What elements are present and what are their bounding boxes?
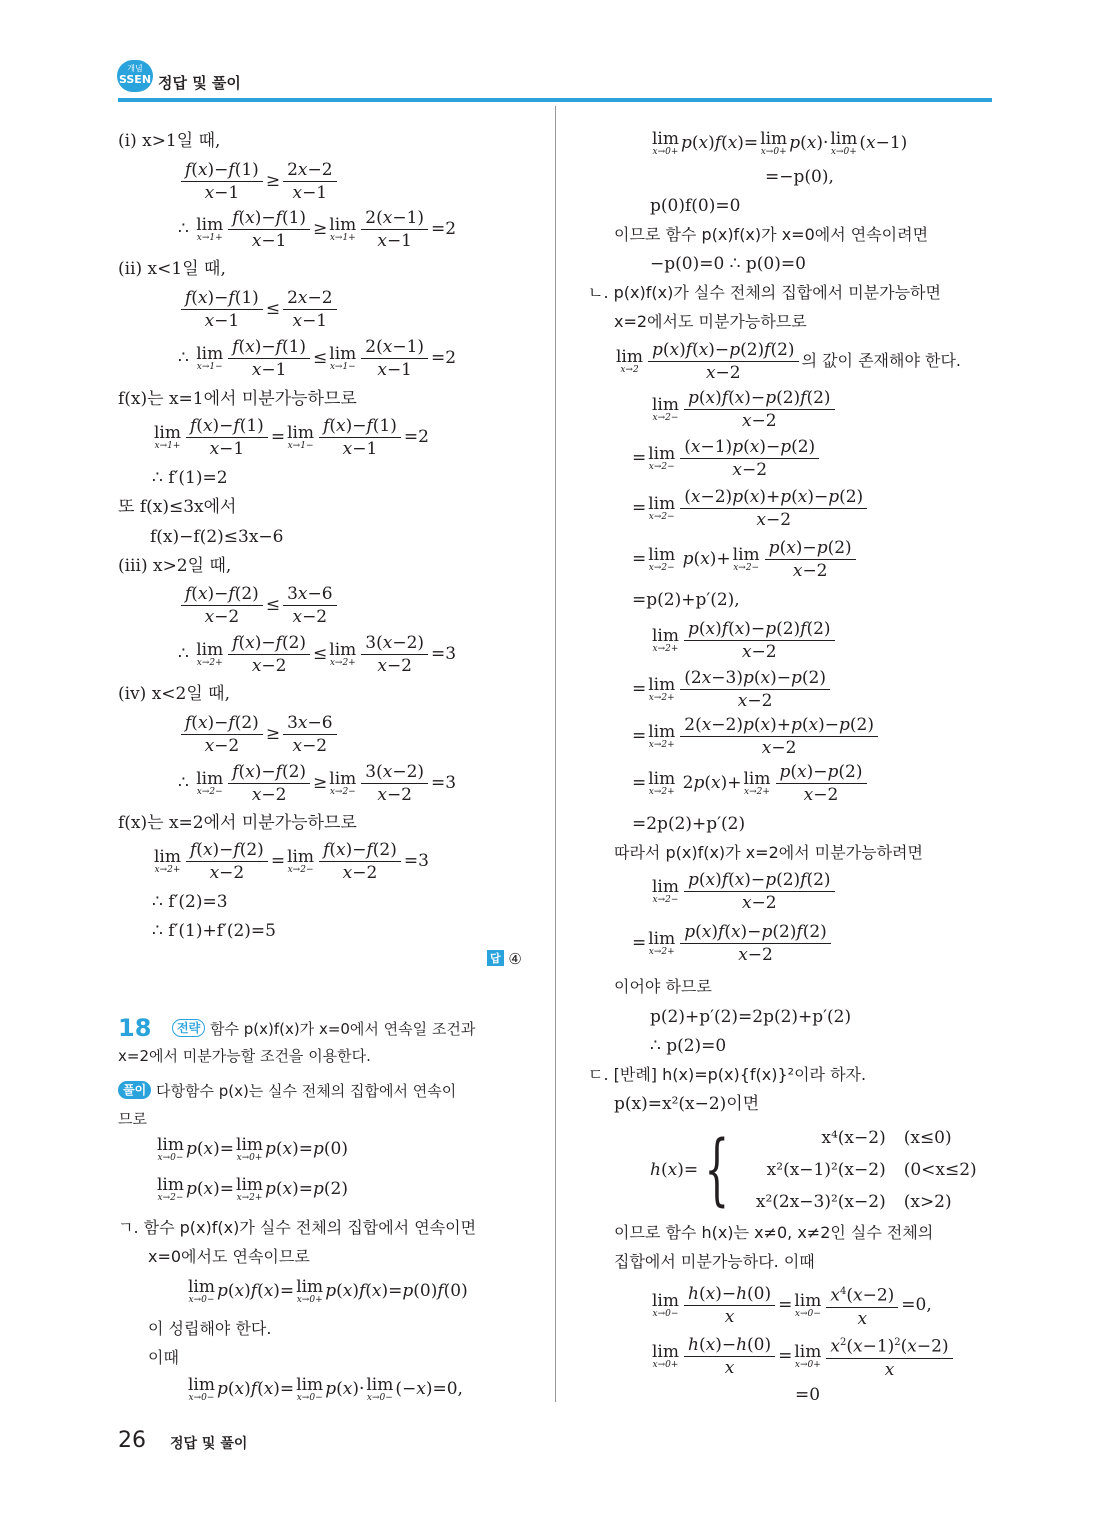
case-1-heading: (ⅰ) x>1일 때, <box>118 131 221 151</box>
page-number: 26 <box>118 1428 146 1453</box>
item-giyeok-2: x=0에서도 연속이므로 <box>148 1247 310 1266</box>
equation-1: p(2)+p′(2)=2p(2)+p′(2) <box>650 1007 852 1027</box>
strategy-line-1: 전략 함수 p(x)f(x)가 x=0에서 연속일 조건과 <box>172 1018 475 1040</box>
right-derivative-2: = lim x→2+ $\frac{(2x-3)p(x)-p(2)}{x-2}$ <box>632 668 833 711</box>
item-nieun: ㄴ. p(x)f(x)가 실수 전체의 집합에서 미분가능하면 <box>588 283 941 302</box>
limit-equal-1: lim x→1+ $\frac{f(x)-f(1)}{x-1}$ = lim x→1− $\frac{f(x)-f(1)}{x-1}$ =2 <box>154 416 429 459</box>
h-right-derivative-result: =0 <box>795 1385 821 1405</box>
product-at-0: p(0)f(0)=0 <box>650 196 741 216</box>
case-2-heading: (ⅱ) x<1일 때, <box>118 259 226 279</box>
then-label: 이때 <box>148 1348 179 1367</box>
left-limit-0: lim x→0− p(x)f(x)= lim x→0− p(x)· lim x→0− (−x)=0, <box>188 1375 463 1403</box>
case-3-heading: (ⅲ) x>2일 때, <box>118 556 232 576</box>
right-limit-0: lim x→0+ p(x)f(x)= lim x→0+ p(x)· lim x→0+ (x−1) <box>652 129 908 157</box>
conclusion-1: 이므로 함수 h(x)는 x≠0, x≠2인 실수 전체의 <box>614 1223 934 1242</box>
h-right-derivative: lim x→0+ $\frac{h(x)-h(0)}{x}$ = lim x→0+ $\frac{x^2(x-1)^2(x-2)}{x}$ <box>650 1333 956 1380</box>
continuity-condition: 이므로 함수 p(x)f(x)가 x=0에서 연속이려면 <box>614 225 929 244</box>
f-prime-1: ∴ f′(1)=2 <box>152 468 228 488</box>
brand-logo: 개념 SSEN <box>117 60 153 92</box>
item-digeut: ㄷ. [반례] h(x)=p(x){f(x)}²이라 하자. <box>588 1065 867 1084</box>
limit-case-1: ∴ lim x→1+ $\frac{f(x)-f(1)}{x-1}$ ≥ lim x→1+ $\frac{2(x-1)}{x-1}$ =2 <box>178 208 457 251</box>
continuity-at-0: lim x→0− p(x)= lim x→0+ p(x)=p(0) <box>157 1135 349 1163</box>
derivative-limit-existence: lim x→2 $\frac{p(x)f(x)-p(2)f(2)}{x-2}$ 의 값이 존재해야 한다. <box>616 340 962 383</box>
continuity-product: lim x→0− p(x)f(x)= lim x→0+ p(x)f(x)=p(0)f(0) <box>188 1277 468 1305</box>
condition-right: = lim x→2+ $\frac{p(x)f(x)-p(2)f(2)}{x-2}$ <box>632 922 834 965</box>
conclusion-2: 집합에서 미분가능하다. 이때 <box>614 1252 815 1271</box>
left-derivative-2: = lim x→2− $\frac{(x-1)p(x)-p(2)}{x-2}$ <box>632 437 822 480</box>
diff-at-2: f(x)는 x=2에서 미분가능하므로 <box>118 813 357 833</box>
right-derivative-4: = lim x→2+ 2p(x)+ lim x→2+ $\frac{p(x)-p(2)}{x-2}$ <box>632 762 870 805</box>
limit-case-2: ∴ lim x→1− $\frac{f(x)-f(1)}{x-1}$ ≤ lim x→1− $\frac{2(x-1)}{x-1}$ =2 <box>178 337 457 380</box>
problem-number: 18 <box>118 1014 152 1042</box>
right-derivative-1: lim x→2+ $\frac{p(x)f(x)-p(2)f(2)}{x-2}$ <box>650 619 838 662</box>
must-hold: 이 성립해야 한다. <box>148 1319 272 1338</box>
right-derivative-result: =2p(2)+p′(2) <box>632 814 746 834</box>
left-derivative-4: = lim x→2− p(x)+ lim x→2− $\frac{p(x)-p(2)}{x-2}$ <box>632 538 859 581</box>
item-giyeok: ㄱ. 함수 p(x)f(x)가 실수 전체의 집합에서 연속이면 <box>118 1218 477 1237</box>
solution-line-2: 므로 <box>118 1110 147 1128</box>
left-derivative-1: lim x→2− $\frac{p(x)f(x)-p(2)f(2)}{x-2}$ <box>650 388 838 431</box>
must-be-line: 이어야 하므로 <box>614 977 712 996</box>
therefore-line: 따라서 p(x)f(x)가 x=2에서 미분가능하려면 <box>614 843 923 862</box>
ineq-case-4: $\frac{f(x)-f(2)}{x-2}$ ≥ $\frac{3x-6}{x-2}$ <box>178 713 340 756</box>
condition-left: lim x→2− $\frac{p(x)f(x)-p(2)f(2)}{x-2}$ <box>650 870 838 913</box>
limit-equal-2: lim x→2+ $\frac{f(x)-f(2)}{x-2}$ = lim x→2− $\frac{f(x)-f(2)}{x-2}$ =3 <box>154 840 429 883</box>
f-prime-sum: ∴ f′(1)+f′(2)=5 <box>152 921 276 941</box>
left-derivative-result: =p(2)+p′(2), <box>632 590 740 610</box>
left-derivative-3: = lim x→2− $\frac{(x-2)p(x)+p(x)-p(2)}{x-2}$ <box>632 487 870 530</box>
continuity-at-2: lim x→2− p(x)= lim x→2+ p(x)=p(2) <box>157 1175 349 1203</box>
ineq-case-1: $\frac{f(x)-f(1)}{x-1}$ ≥ $\frac{2x-2}{x-1}$ <box>178 160 340 203</box>
ineq-case-2: $\frac{f(x)-f(1)}{x-1}$ ≤ $\frac{2x-2}{x-1}$ <box>178 288 340 331</box>
answer-badge: 답 ④ <box>487 950 522 968</box>
right-limit-0-result: =−p(0), <box>765 167 834 187</box>
item-nieun-2: x=2에서도 미분가능하므로 <box>614 312 807 331</box>
h-left-derivative: lim x→0− $\frac{h(x)-h(0)}{x}$ = lim x→0− $\frac{x^4(x-2)}{x}$ =0, <box>652 1283 932 1329</box>
case-4-heading: (ⅳ) x<2일 때, <box>118 684 231 704</box>
footer-label: 정답 및 풀이 <box>170 1436 248 1452</box>
right-derivative-3: = lim x→2+ $\frac{2(x-2)p(x)+p(x)-p(2)}{x-2}$ <box>632 715 881 758</box>
p0-zero: −p(0)=0 ∴ p(0)=0 <box>650 254 806 274</box>
equation-2: ∴ p(2)=0 <box>650 1036 727 1056</box>
diff-at-1: f(x)는 x=1에서 미분가능하므로 <box>118 389 357 409</box>
limit-case-3: ∴ lim x→2+ $\frac{f(x)-f(2)}{x-2}$ ≤ lim x→2+ $\frac{3(x-2)}{x-2}$ =3 <box>178 633 457 676</box>
f-prime-2: ∴ f′(2)=3 <box>152 892 228 912</box>
piecewise-h: h(x)={ x⁴(x−2) x²(x−1)²(x−2) x²(2x−3)²(x−2)(x≤0) (0<x≤2) (x>2) <box>650 1125 977 1215</box>
also-line: 또 f(x)≤3x에서 <box>118 497 237 517</box>
limit-case-4: ∴ lim x→2− $\frac{f(x)-f(2)}{x-2}$ ≥ lim x→2− $\frac{3(x-2)}{x-2}$ =3 <box>178 762 457 805</box>
header-title: 정답 및 풀이 <box>158 74 241 92</box>
header-rule <box>118 98 992 102</box>
item-digeut-2: p(x)=x²(x−2)이면 <box>614 1094 760 1114</box>
ineq-case-3: $\frac{f(x)-f(2)}{x-2}$ ≤ $\frac{3x-6}{x-2}$ <box>178 584 340 627</box>
ineq-line-2: f(x)−f(2)≤3x−6 <box>150 527 284 547</box>
strategy-line-2: x=2에서 미분가능할 조건을 이용한다. <box>118 1047 371 1065</box>
column-divider <box>555 106 556 1402</box>
solution-line-1: 풀이 다항함수 p(x)는 실수 전체의 집합에서 연속이 <box>118 1080 456 1102</box>
